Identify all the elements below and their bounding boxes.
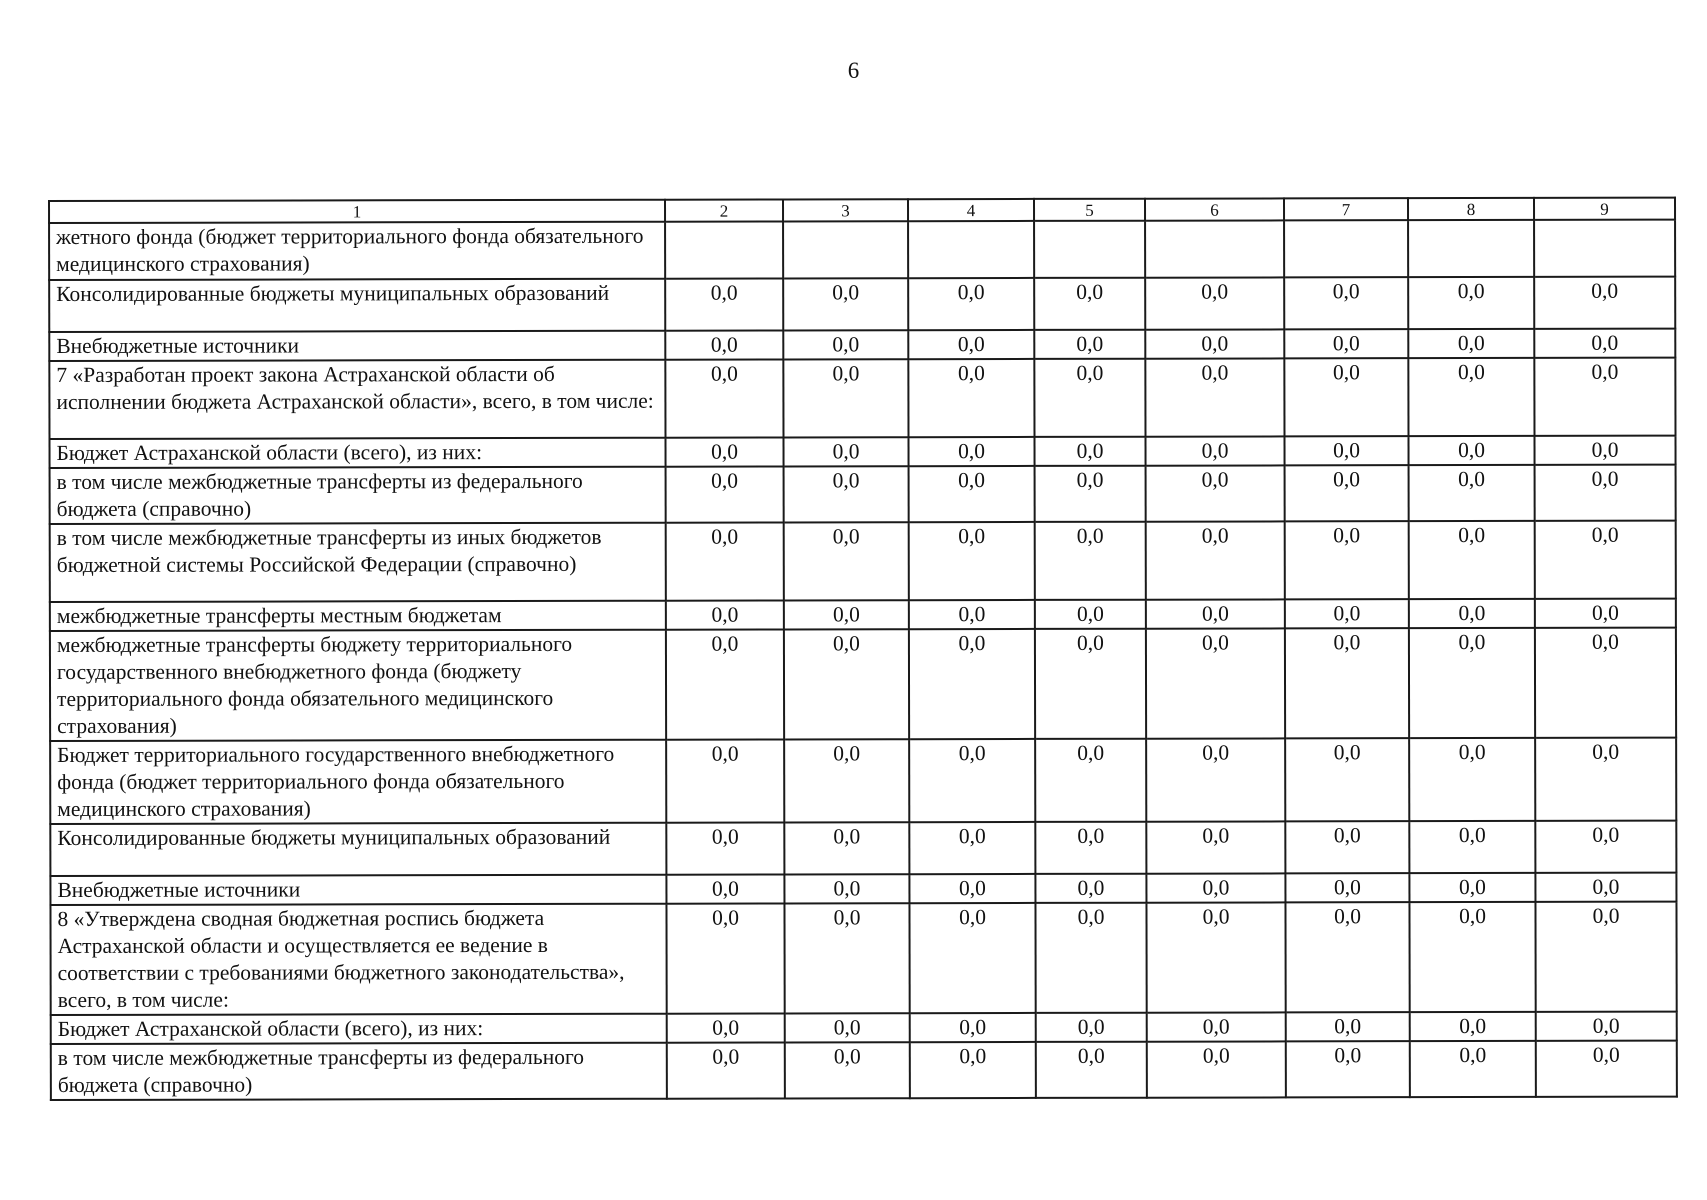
value-cell <box>1034 221 1145 278</box>
row-label: 8 «Утверждена сводная бюджетная роспись бюджета Астраханской области и осуществляется ее ведение в соответствии с требованиями бюджетного законодательства», всего, в том числе: <box>50 904 666 1015</box>
column-header: 7 <box>1284 198 1408 220</box>
table-row <box>50 599 1676 631</box>
value-cell: 0,0 <box>784 739 909 822</box>
column-header: 6 <box>1145 198 1284 220</box>
value-cell <box>1534 220 1675 277</box>
value-cell: 0,0 <box>1147 1012 1286 1041</box>
value-cell: 0,0 <box>666 522 784 600</box>
value-cell: 0,0 <box>665 359 783 437</box>
table-row <box>51 1041 1677 1100</box>
value-cell: 0,0 <box>1285 521 1409 599</box>
table-row <box>49 220 1675 280</box>
value-cell: 0,0 <box>1408 436 1534 465</box>
value-cell: 0,0 <box>1535 821 1676 873</box>
value-cell: 0,0 <box>909 600 1035 629</box>
value-cell: 0,0 <box>1285 821 1409 873</box>
value-cell: 0,0 <box>785 1042 910 1098</box>
value-cell: 0,0 <box>783 437 908 466</box>
value-cell: 0,0 <box>1286 1041 1410 1097</box>
value-cell: 0,0 <box>1034 359 1145 437</box>
value-cell: 0,0 <box>1409 873 1535 902</box>
value-cell: 0,0 <box>1535 599 1676 628</box>
value-cell: 0,0 <box>908 330 1034 359</box>
value-cell: 0,0 <box>1036 1042 1147 1098</box>
value-cell: 0,0 <box>1408 358 1534 436</box>
value-cell <box>665 221 783 278</box>
value-cell: 0,0 <box>1536 1041 1677 1097</box>
value-cell: 0,0 <box>1146 465 1285 521</box>
value-cell: 0,0 <box>1410 1012 1536 1041</box>
value-cell: 0,0 <box>1145 436 1284 465</box>
value-cell: 0,0 <box>1535 738 1676 821</box>
value-cell: 0,0 <box>1535 521 1676 599</box>
value-cell: 0,0 <box>784 874 909 903</box>
value-cell: 0,0 <box>909 522 1035 600</box>
value-cell: 0,0 <box>1034 437 1145 466</box>
value-cell: 0,0 <box>1035 874 1146 903</box>
value-cell: 0,0 <box>1408 329 1534 358</box>
table-row <box>50 821 1676 876</box>
table-row <box>50 521 1676 602</box>
value-cell: 0,0 <box>1146 821 1285 873</box>
value-cell: 0,0 <box>1285 465 1409 521</box>
value-cell: 0,0 <box>1035 600 1146 629</box>
value-cell: 0,0 <box>667 1042 785 1098</box>
value-cell: 0,0 <box>908 278 1034 330</box>
value-cell: 0,0 <box>1285 873 1409 902</box>
row-label: Консолидированные бюджеты муниципальных образований <box>50 823 666 876</box>
value-cell: 0,0 <box>784 466 909 522</box>
row-label: Внебюджетные источники <box>49 331 665 361</box>
value-cell: 0,0 <box>908 359 1034 437</box>
value-cell: 0,0 <box>666 874 784 903</box>
value-cell: 0,0 <box>666 739 784 822</box>
value-cell: 0,0 <box>909 466 1035 522</box>
table-row <box>50 436 1676 468</box>
value-cell: 0,0 <box>1035 903 1146 1013</box>
value-cell: 0,0 <box>1035 629 1146 739</box>
row-label: в том числе межбюджетные трансферты из федерального бюджета (справочно) <box>50 467 666 524</box>
value-cell <box>908 221 1034 278</box>
row-label: 7 «Разработан проект закона Астраханской области об исполнении бюджета Астраханской области», всего, в том числе: <box>49 360 665 439</box>
value-cell: 0,0 <box>1409 902 1535 1012</box>
column-header: 9 <box>1534 198 1675 220</box>
table-body <box>49 220 1677 1100</box>
value-cell: 0,0 <box>1408 277 1534 329</box>
row-label: в том числе межбюджетные трансферты из иных бюджетов бюджетной системы Российской Федерации (справочно) <box>50 523 666 602</box>
value-cell: 0,0 <box>910 1013 1036 1042</box>
value-cell: 0,0 <box>1146 873 1285 902</box>
value-cell: 0,0 <box>666 600 784 629</box>
value-cell: 0,0 <box>1535 873 1676 902</box>
table-row <box>51 1012 1677 1044</box>
budget-table <box>48 197 1678 1101</box>
value-cell: 0,0 <box>1145 329 1284 358</box>
value-cell: 0,0 <box>784 629 909 739</box>
value-cell: 0,0 <box>665 330 783 359</box>
value-cell: 0,0 <box>1409 628 1535 738</box>
value-cell: 0,0 <box>1034 330 1145 359</box>
value-cell: 0,0 <box>1285 902 1409 1012</box>
value-cell: 0,0 <box>908 437 1034 466</box>
value-cell: 0,0 <box>1284 329 1408 358</box>
value-cell: 0,0 <box>1409 465 1535 521</box>
value-cell: 0,0 <box>1146 599 1285 628</box>
value-cell: 0,0 <box>665 437 783 466</box>
value-cell: 0,0 <box>1035 522 1146 600</box>
row-label: жетного фонда (бюджет территориального фонда обязательного медицинского страхования) <box>49 222 665 280</box>
value-cell: 0,0 <box>1035 822 1146 874</box>
value-cell: 0,0 <box>783 278 908 330</box>
value-cell: 0,0 <box>909 629 1035 739</box>
value-cell: 0,0 <box>1535 902 1676 1012</box>
column-header: 5 <box>1034 199 1145 221</box>
table-row <box>50 873 1676 905</box>
value-cell: 0,0 <box>1146 738 1285 821</box>
row-label: Консолидированные бюджеты муниципальных образований <box>49 279 665 332</box>
value-cell: 0,0 <box>783 330 908 359</box>
value-cell: 0,0 <box>1535 465 1676 521</box>
value-cell: 0,0 <box>1286 1012 1410 1041</box>
table-row <box>50 465 1676 524</box>
value-cell: 0,0 <box>909 822 1035 874</box>
column-header: 2 <box>665 199 783 221</box>
value-cell: 0,0 <box>785 1013 910 1042</box>
row-label: Бюджет территориального государственного внебюджетного фонда (бюджет территориального фонда обязательного медицинского страхования) <box>50 740 666 824</box>
row-label: межбюджетные трансферты бюджету территориального государственного внебюджетного фонда (бюджету территориального фонда обязательного медицинского страхования) <box>50 630 666 741</box>
row-label: Бюджет Астраханской области (всего), из них: <box>51 1014 667 1044</box>
value-cell: 0,0 <box>784 600 909 629</box>
value-cell: 0,0 <box>1285 628 1409 738</box>
value-cell: 0,0 <box>1147 1041 1286 1097</box>
value-cell: 0,0 <box>1409 599 1535 628</box>
value-cell: 0,0 <box>784 822 909 874</box>
page-number: 6 <box>847 58 860 83</box>
row-label: Внебюджетные источники <box>50 875 666 905</box>
column-header: 3 <box>783 199 908 221</box>
value-cell: 0,0 <box>1285 599 1409 628</box>
value-cell: 0,0 <box>1534 329 1675 358</box>
table-row <box>49 329 1675 361</box>
value-cell: 0,0 <box>1535 628 1676 738</box>
row-label: Бюджет Астраханской области (всего), из них: <box>50 438 666 468</box>
value-cell: 0,0 <box>667 1013 785 1042</box>
value-cell: 0,0 <box>1284 277 1408 329</box>
value-cell: 0,0 <box>909 739 1035 822</box>
value-cell: 0,0 <box>1035 739 1146 822</box>
column-header: 8 <box>1408 198 1534 220</box>
value-cell: 0,0 <box>1534 277 1675 329</box>
table-row <box>50 738 1676 824</box>
value-cell: 0,0 <box>1410 1041 1536 1097</box>
value-cell: 0,0 <box>1536 1012 1677 1041</box>
table-row <box>50 902 1676 1015</box>
value-cell: 0,0 <box>1145 277 1284 329</box>
row-label: в том числе межбюджетные трансферты из федерального бюджета (справочно) <box>51 1043 667 1100</box>
value-cell: 0,0 <box>1034 278 1145 330</box>
table-row <box>50 628 1676 741</box>
value-cell: 0,0 <box>1534 436 1675 465</box>
value-cell: 0,0 <box>909 903 1035 1013</box>
value-cell: 0,0 <box>1534 358 1675 436</box>
value-cell: 0,0 <box>1036 1013 1147 1042</box>
value-cell: 0,0 <box>1285 738 1409 821</box>
value-cell: 0,0 <box>665 278 783 330</box>
value-cell <box>1408 220 1534 277</box>
value-cell: 0,0 <box>666 629 784 739</box>
table-row <box>49 358 1675 439</box>
value-cell <box>783 221 908 278</box>
value-cell: 0,0 <box>1409 738 1535 821</box>
value-cell: 0,0 <box>666 903 784 1013</box>
value-cell: 0,0 <box>910 1042 1036 1098</box>
value-cell: 0,0 <box>909 874 1035 903</box>
value-cell: 0,0 <box>666 822 784 874</box>
value-cell: 0,0 <box>1146 902 1285 1012</box>
value-cell: 0,0 <box>1035 466 1146 522</box>
value-cell <box>1284 220 1408 277</box>
value-cell: 0,0 <box>1409 821 1535 873</box>
value-cell: 0,0 <box>1284 358 1408 436</box>
value-cell: 0,0 <box>784 522 909 600</box>
value-cell: 0,0 <box>1146 628 1285 738</box>
value-cell: 0,0 <box>783 359 908 437</box>
value-cell: 0,0 <box>1284 436 1408 465</box>
row-label: межбюджетные трансферты местным бюджетам <box>50 601 666 631</box>
value-cell: 0,0 <box>666 466 784 522</box>
table-row <box>49 277 1675 332</box>
value-cell: 0,0 <box>1409 521 1535 599</box>
value-cell: 0,0 <box>1146 521 1285 599</box>
value-cell: 0,0 <box>784 903 909 1013</box>
value-cell: 0,0 <box>1145 358 1284 436</box>
column-header: 1 <box>49 200 665 223</box>
value-cell <box>1145 220 1284 277</box>
column-header: 4 <box>908 199 1034 221</box>
